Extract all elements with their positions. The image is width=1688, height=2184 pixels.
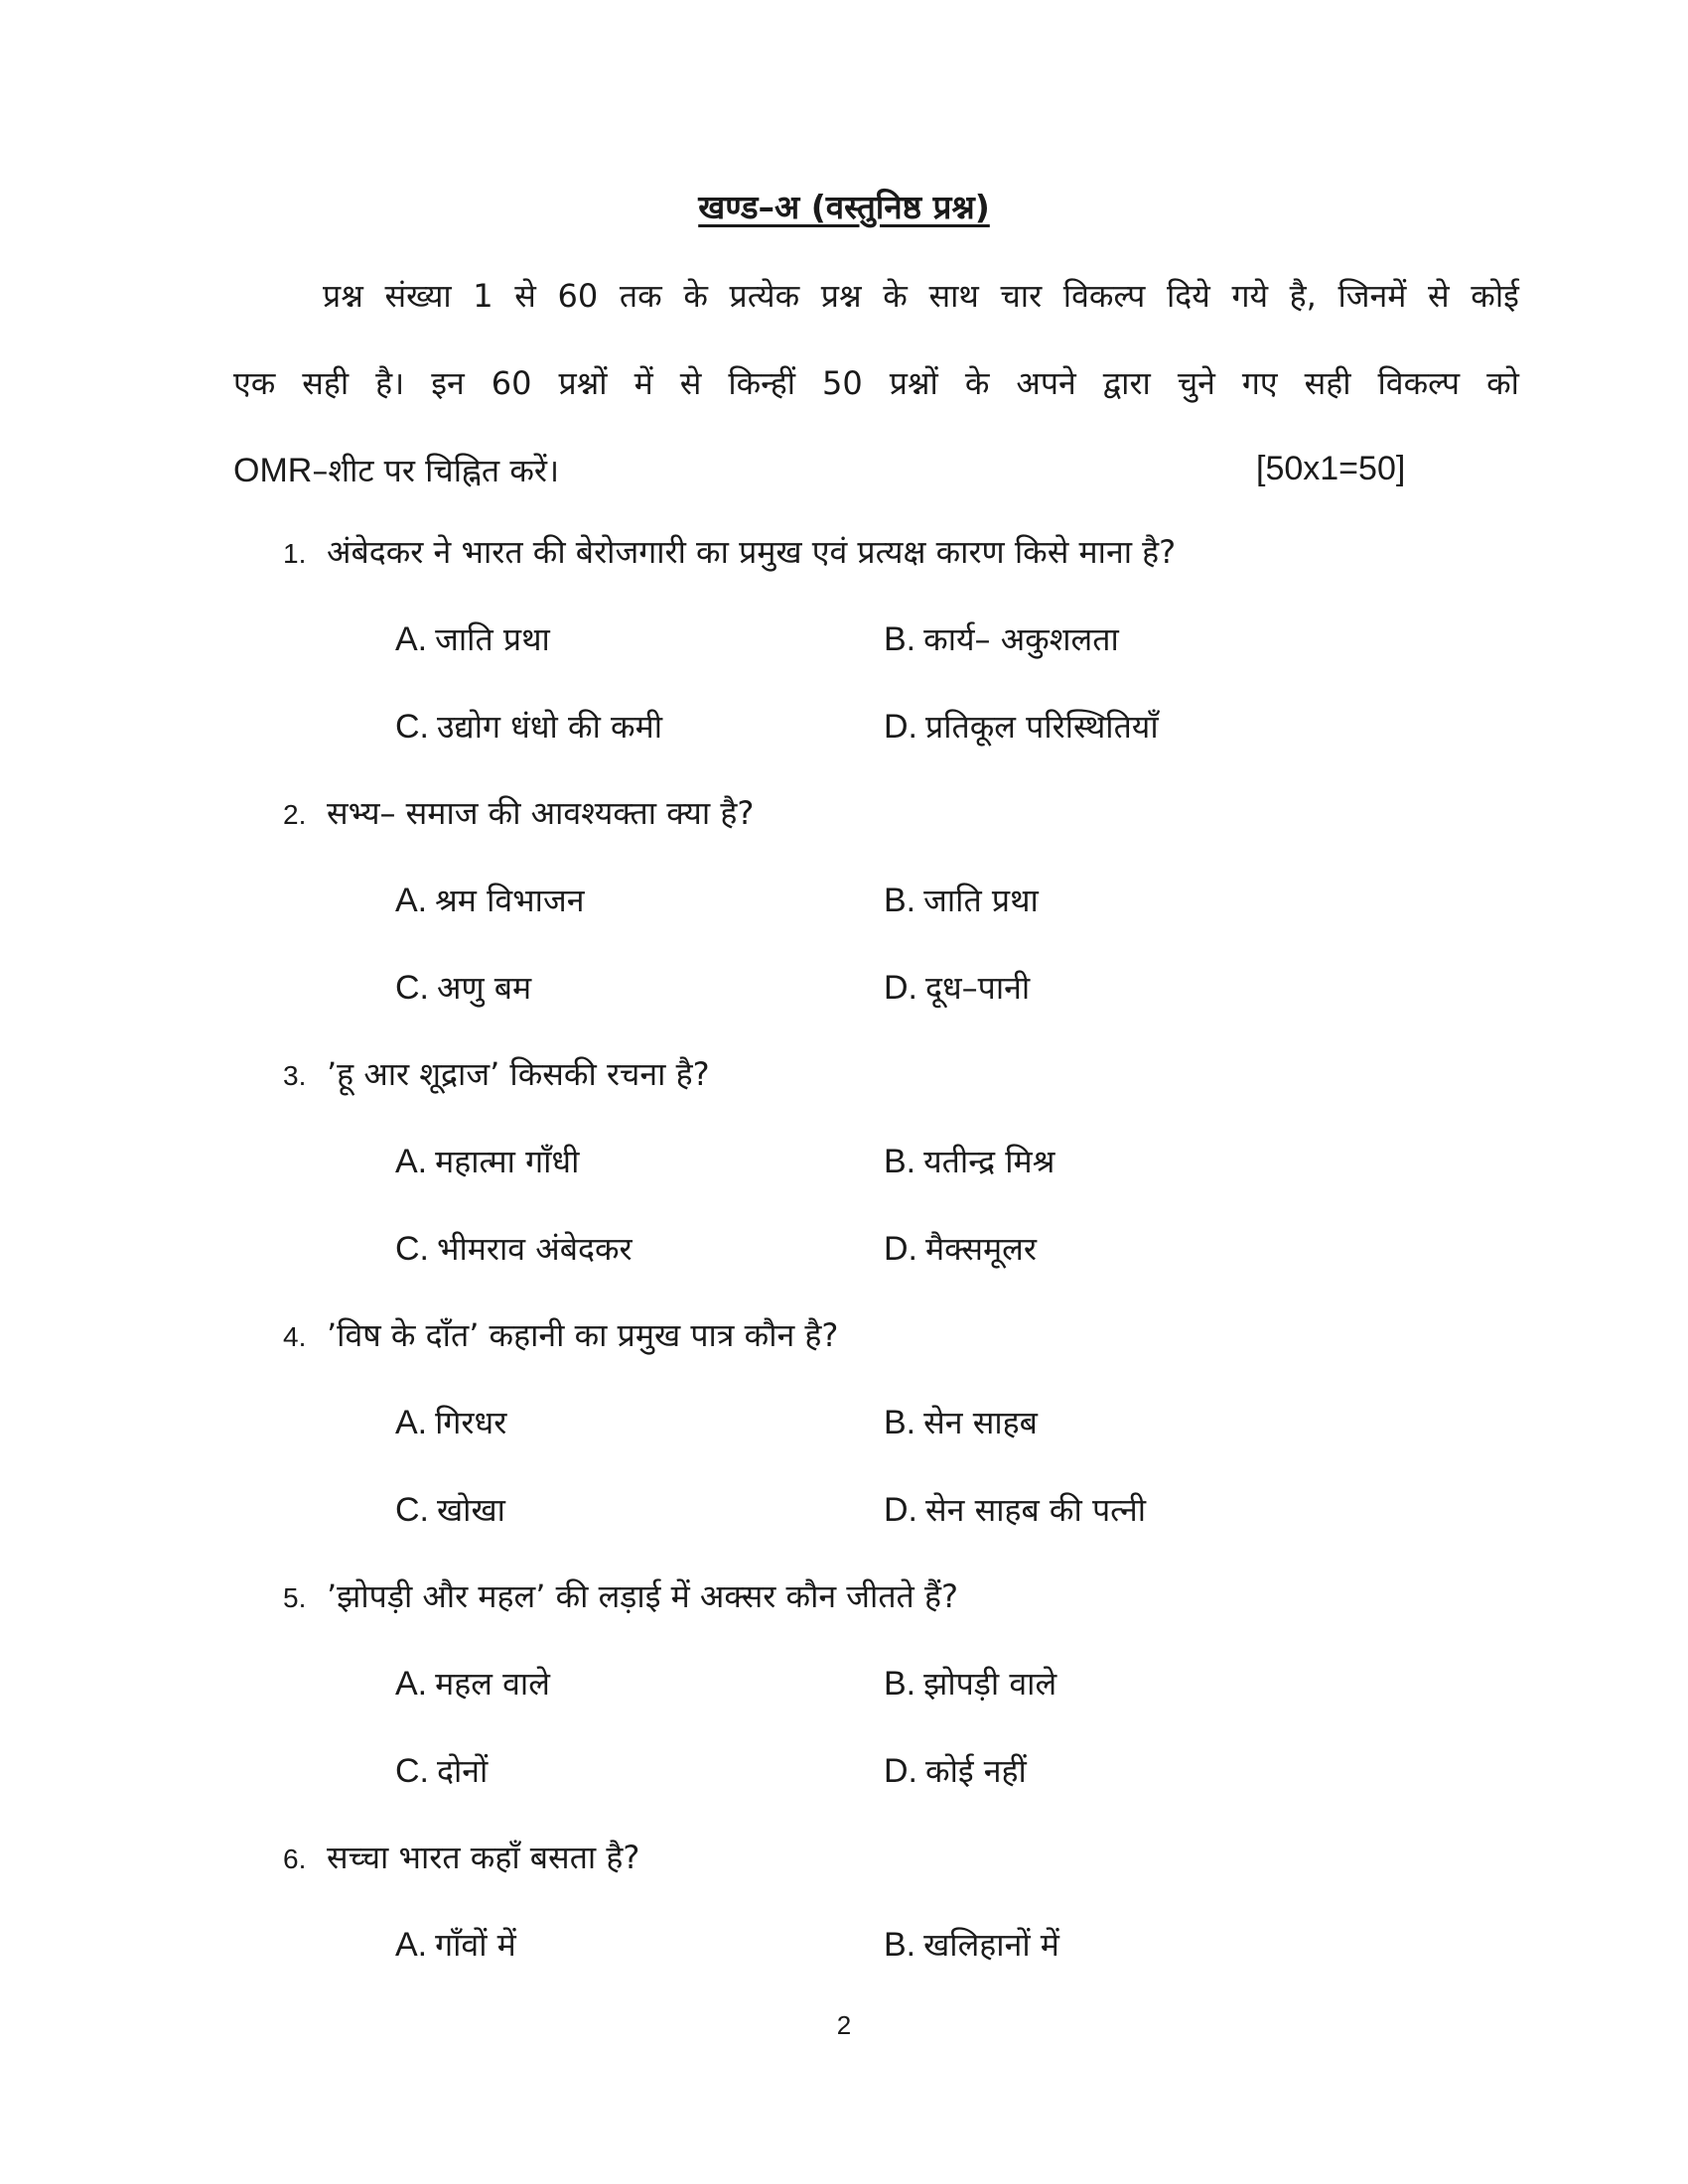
q6-option-a: [395, 1925, 516, 1965]
instruction-word: एक: [233, 364, 276, 402]
question-text: ’विष के दाँत’ कहानी का प्रमुख पात्र कौन है?: [327, 1316, 839, 1354]
instruction-line-3-text: –शीट पर चिह्नित करें।: [312, 452, 560, 489]
option-text: महल वाले: [435, 1665, 550, 1703]
option-letter: B.: [884, 1665, 916, 1703]
instruction-word: विकल्प: [1377, 364, 1461, 402]
option-text: खोखा: [437, 1491, 505, 1529]
question-number: 3.: [283, 1060, 307, 1091]
question-1: [283, 532, 1176, 574]
option-text: सेन साहब की पत्नी: [925, 1491, 1147, 1529]
q3-option-a: [395, 1142, 579, 1181]
option-letter: D.: [884, 969, 917, 1007]
q3-option-b: [884, 1142, 1055, 1181]
instruction-word: प्रश्नों: [889, 364, 938, 402]
option-text: कोई नहीं: [925, 1752, 1027, 1790]
question-number: 2.: [283, 799, 307, 830]
option-letter: D.: [884, 1752, 917, 1790]
question-text: सभ्य– समाज की आवश्यक्ता क्या है?: [327, 794, 755, 832]
instruction-word: 60: [557, 277, 599, 315]
option-text: सेन साहब: [923, 1404, 1038, 1441]
instruction-word: जिनमें: [1337, 277, 1407, 315]
option-letter: A.: [395, 1926, 428, 1964]
instruction-word: विकल्प: [1062, 277, 1146, 315]
question-5: [283, 1576, 958, 1618]
option-text: जाति प्रथा: [923, 882, 1039, 919]
instruction-word: है,: [1289, 277, 1317, 315]
instruction-word: किन्हीं: [728, 364, 796, 402]
instruction-word: संख्या: [384, 277, 452, 315]
instruction-word: सही: [1304, 364, 1351, 402]
instruction-word: गए: [1241, 364, 1278, 402]
instruction-line-3: [233, 451, 559, 490]
instruction-word: 50: [822, 364, 863, 402]
option-letter: A.: [395, 882, 428, 919]
option-letter: A.: [395, 1143, 428, 1180]
option-text: प्रतिकूल परिस्थितियाँ: [925, 708, 1159, 746]
section-title: खण्ड–अ (वस्तुनिष्ठ प्रश्न): [698, 188, 990, 226]
q3-option-d: [884, 1229, 1037, 1269]
q2-option-c: [395, 968, 531, 1008]
question-number: 4.: [283, 1321, 307, 1352]
option-letter: B.: [884, 1143, 916, 1180]
option-letter: A.: [395, 1404, 428, 1441]
option-letter: B.: [884, 620, 916, 658]
question-text: ’हू आर शूद्राज’ किसकी रचना है?: [327, 1055, 710, 1093]
omr-label: OMR: [233, 452, 313, 489]
option-text: महात्मा गाँधी: [435, 1143, 580, 1180]
option-letter: B.: [884, 882, 916, 919]
option-text: यतीन्द्र मिश्र: [923, 1143, 1055, 1180]
instruction-word: 1: [473, 277, 493, 315]
instruction-word: से: [1428, 277, 1450, 315]
question-number: 1.: [283, 538, 307, 569]
option-letter: C.: [395, 1491, 429, 1529]
question-3: [283, 1054, 710, 1096]
instruction-word: में: [633, 364, 653, 402]
option-letter: B.: [884, 1926, 916, 1964]
instruction-line-2: [233, 363, 1519, 403]
instruction-word: के: [883, 277, 908, 315]
option-text: मैक्समूलर: [925, 1230, 1037, 1268]
instruction-line-1: [323, 276, 1519, 316]
instruction-word: साथ: [928, 277, 979, 315]
option-letter: C.: [395, 708, 429, 746]
instruction-word: है।: [375, 364, 405, 402]
instruction-word: दिये: [1166, 277, 1210, 315]
instruction-word: द्वारा: [1102, 364, 1151, 402]
question-6: [283, 1838, 639, 1879]
q2-option-a: [395, 881, 584, 920]
instruction-word: के: [964, 364, 990, 402]
option-letter: D.: [884, 1230, 917, 1268]
q4-option-d: [884, 1490, 1146, 1530]
q5-option-c: [395, 1751, 488, 1791]
instruction-word: प्रश्न: [323, 277, 363, 315]
q2-option-d: [884, 968, 1030, 1008]
option-letter: A.: [395, 1665, 428, 1703]
instruction-word: गये: [1231, 277, 1269, 315]
question-4: [283, 1315, 838, 1357]
q5-option-a: [395, 1664, 550, 1704]
option-letter: D.: [884, 1491, 917, 1529]
instruction-word: से: [679, 364, 702, 402]
option-letter: C.: [395, 1230, 429, 1268]
q6-option-b: [884, 1925, 1059, 1965]
option-letter: C.: [395, 1752, 429, 1790]
instruction-word: कोई: [1471, 277, 1519, 315]
instruction-word: चार: [1000, 277, 1043, 315]
option-text: भीमराव अंबेदकर: [437, 1230, 633, 1268]
q1-option-b: [884, 619, 1119, 659]
instruction-word: प्रश्नों: [558, 364, 608, 402]
instruction-word: अपने: [1016, 364, 1076, 402]
option-letter: C.: [395, 969, 429, 1007]
q5-option-d: [884, 1751, 1027, 1791]
option-text: गिरधर: [435, 1404, 507, 1441]
question-text: अंबेदकर ने भारत की बेरोजगारी का प्रमुख एवं प्रत्यक्ष कारण किसे माना है?: [327, 533, 1177, 571]
question-text: सच्चा भारत कहाँ बसता है?: [327, 1839, 640, 1876]
q3-option-c: [395, 1229, 633, 1269]
q1-option-a: [395, 619, 550, 659]
page-number: 2: [836, 2010, 852, 2040]
instruction-word: से: [514, 277, 536, 315]
marks-allocation: [50x1=50]: [1256, 450, 1406, 487]
q4-option-a: [395, 1403, 506, 1442]
option-text: श्रम विभाजन: [435, 882, 585, 919]
q2-option-b: [884, 881, 1039, 920]
instruction-word: को: [1486, 364, 1519, 402]
option-text: दोनों: [437, 1752, 489, 1790]
q5-option-b: [884, 1664, 1056, 1704]
instruction-word: प्रत्येक: [729, 277, 800, 315]
option-text: खलिहानों में: [923, 1926, 1059, 1964]
instruction-word: प्रश्न: [820, 277, 862, 315]
question-text: ’झोपड़ी और महल’ की लड़ाई में अक्सर कौन जीतते हैं?: [327, 1577, 958, 1615]
option-text: उद्योग धंधो की कमी: [437, 708, 663, 746]
option-text: अणु बम: [437, 969, 532, 1007]
instruction-word: चुने: [1177, 364, 1215, 402]
option-letter: B.: [884, 1404, 916, 1441]
q4-option-c: [395, 1490, 505, 1530]
option-letter: A.: [395, 620, 428, 658]
option-text: दूध–पानी: [925, 969, 1031, 1007]
question-number: 5.: [283, 1582, 307, 1613]
q4-option-b: [884, 1403, 1038, 1442]
option-letter: D.: [884, 708, 917, 746]
instruction-word: 60: [491, 364, 532, 402]
instruction-word: सही: [302, 364, 350, 402]
question-number: 6.: [283, 1843, 307, 1874]
option-text: कार्य– अकुशलता: [923, 620, 1119, 658]
q1-option-d: [884, 707, 1159, 747]
question-2: [283, 793, 754, 835]
instruction-word: इन: [431, 364, 465, 402]
option-text: झोपड़ी वाले: [923, 1665, 1057, 1703]
instruction-word: के: [683, 277, 708, 315]
q1-option-c: [395, 707, 662, 747]
instruction-word: तक: [619, 277, 662, 315]
option-text: जाति प्रथा: [435, 620, 550, 658]
option-text: गाँवों में: [435, 1926, 516, 1964]
